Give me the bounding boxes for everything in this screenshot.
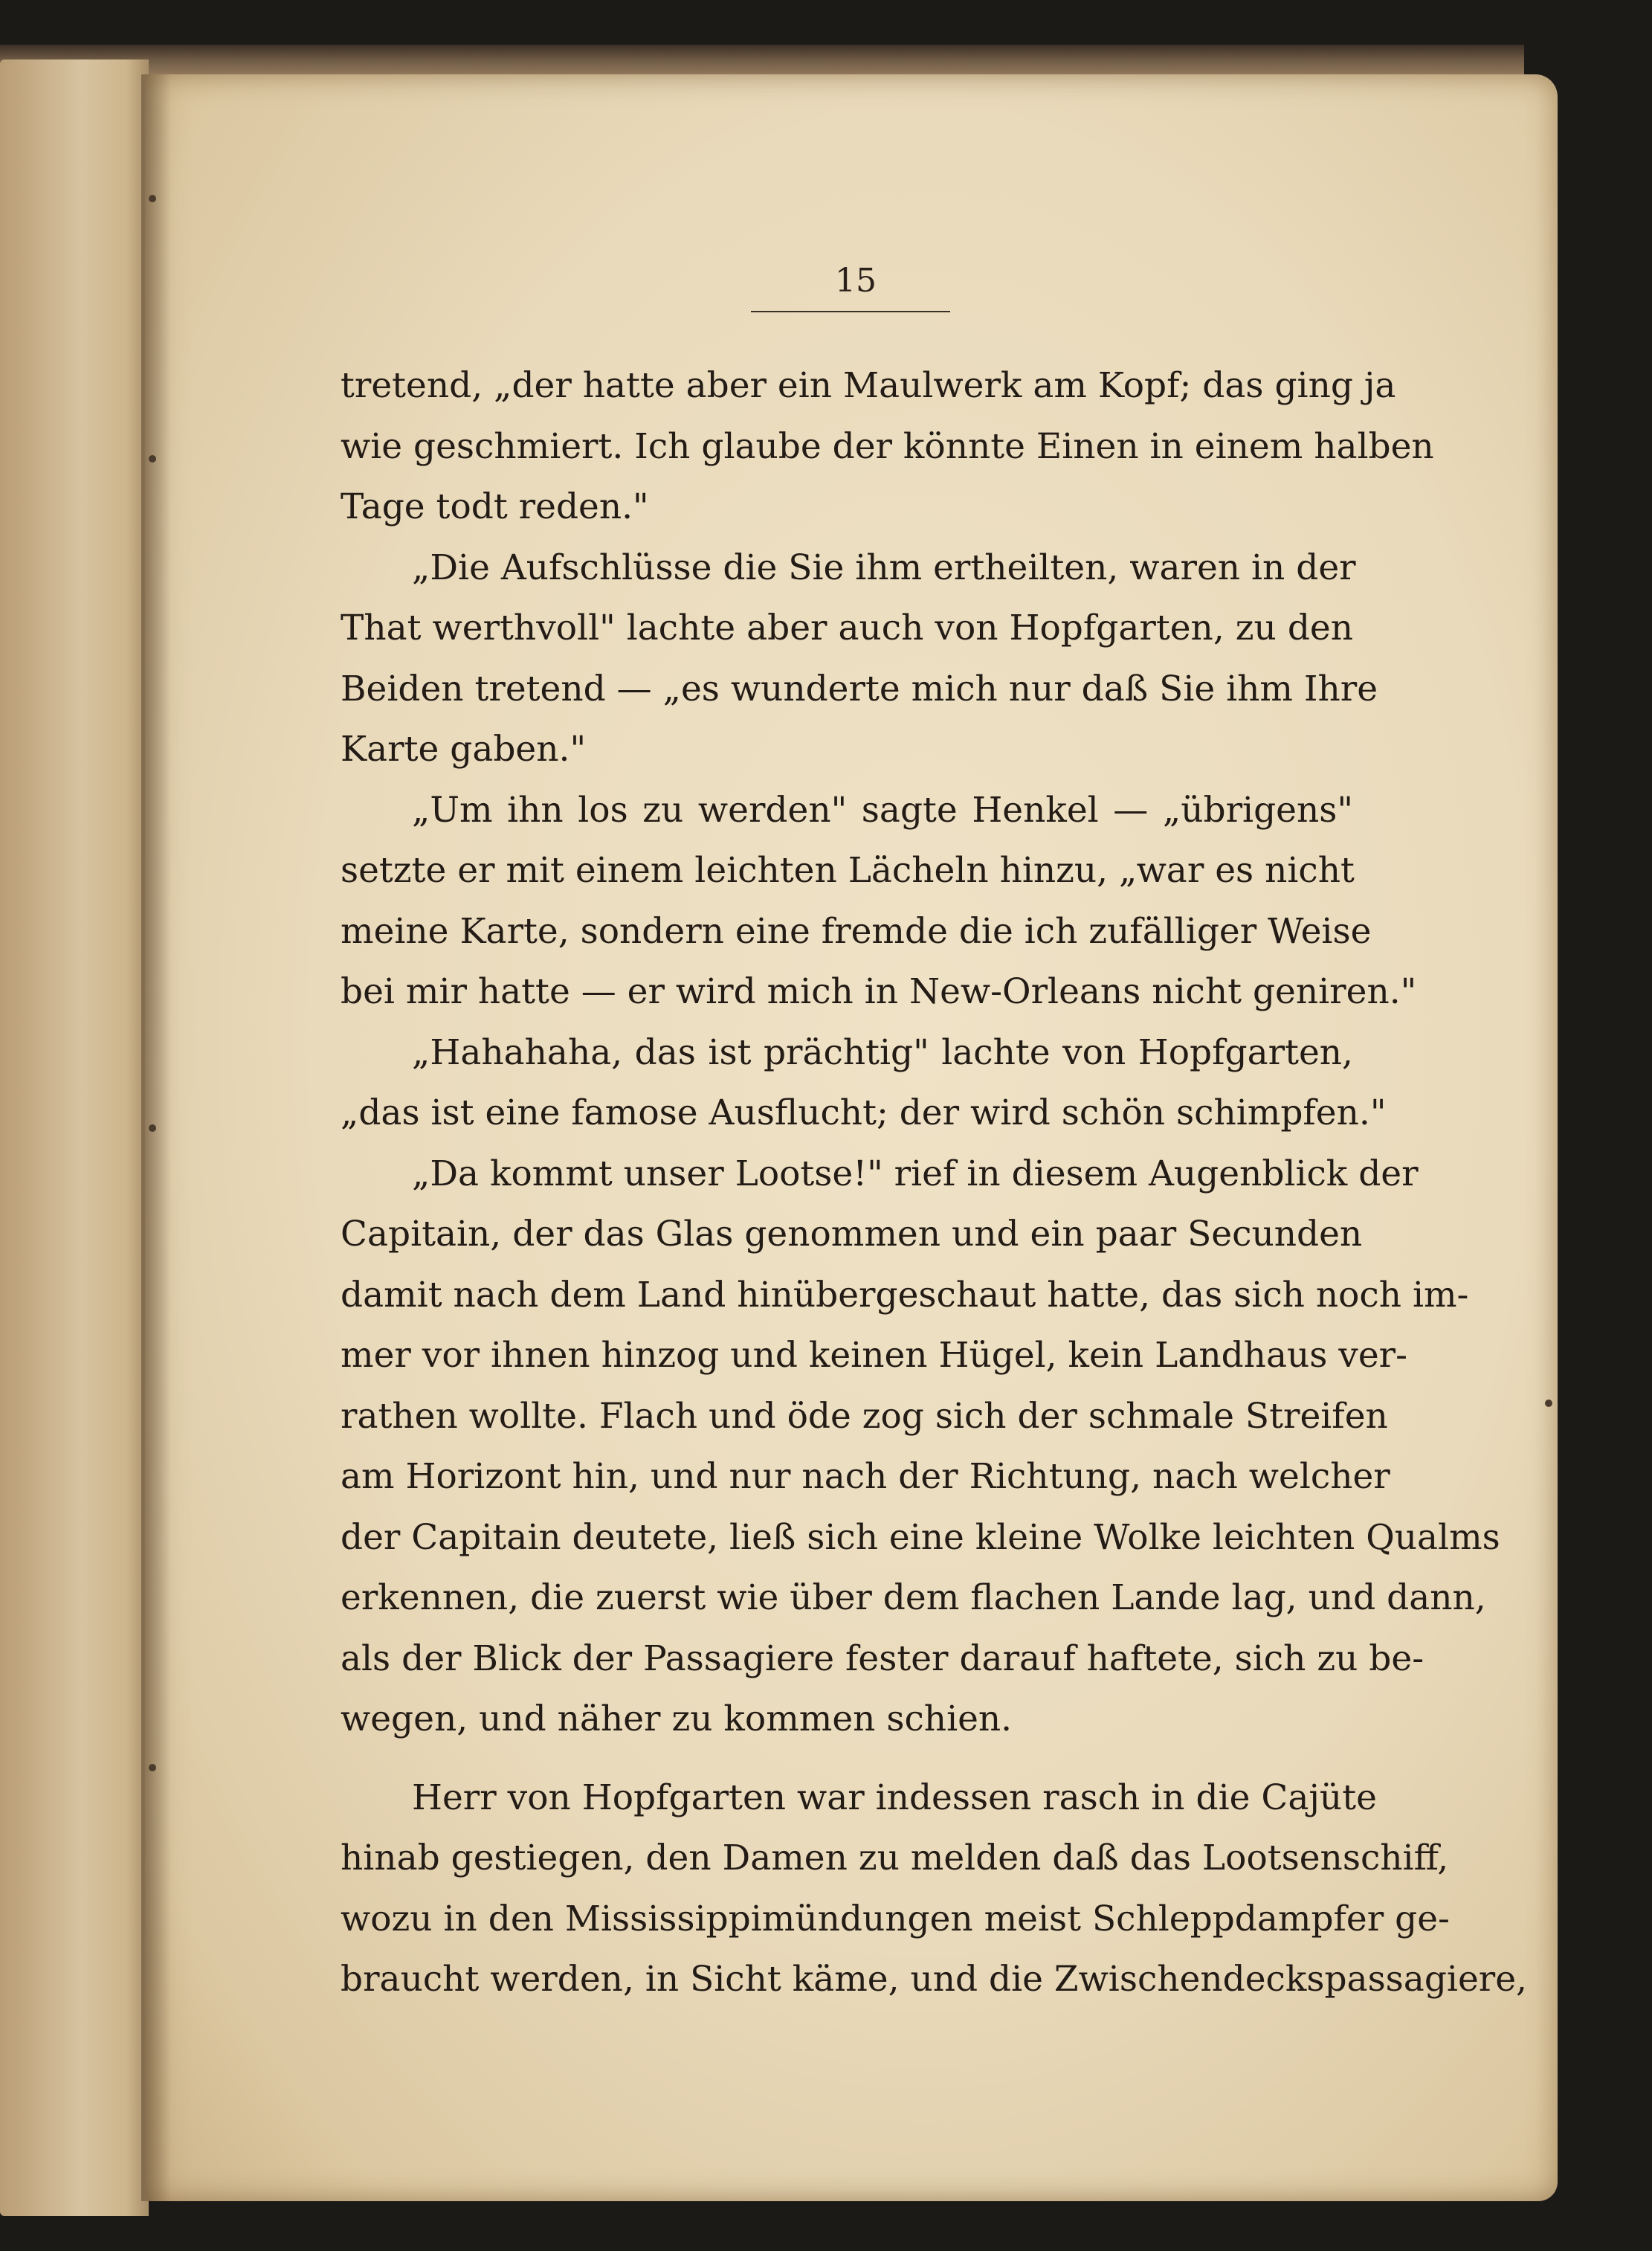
paragraph-gap xyxy=(341,1750,1353,1768)
text-line: als der Blick der Passagiere fester darauf haftete, sich zu be- xyxy=(341,1637,1424,1679)
page-number-rule xyxy=(751,311,950,312)
margin-mark xyxy=(149,1764,156,1771)
text-line: erkennen, die zuerst wie über dem flachen Lande lag, und dann, xyxy=(341,1577,1486,1618)
text-line: Capitain, der das Glas genommen und ein paar Secunden xyxy=(341,1214,1363,1255)
text-line: braucht werden, in Sicht käme, und die Zwischendeckspassagiere, xyxy=(341,1959,1527,2000)
body-text xyxy=(341,355,1527,2010)
margin-mark xyxy=(149,455,156,463)
text-line: am Horizont hin, und nur nach der Richtung, nach welcher xyxy=(341,1456,1390,1497)
margin-mark xyxy=(149,1124,156,1132)
margin-mark xyxy=(1545,1400,1552,1407)
text-line: Tage todt reden." xyxy=(341,486,649,527)
text-line: „Die Aufschlüsse die Sie ihm ertheilten, waren in der xyxy=(412,547,1356,588)
text-line: wie geschmiert. Ich glaube der könnte Einen in einem halben xyxy=(341,425,1434,467)
page-number: 15 xyxy=(835,262,877,300)
text-line: rathen wollte. Flach und öde zog sich der schmale Streifen xyxy=(341,1395,1388,1437)
text-line: wegen, und näher zu kommen schien. xyxy=(341,1698,1013,1739)
text-line: tretend, „der hatte aber ein Maulwerk am Kopf; das ging ja xyxy=(341,365,1396,406)
text-line: Karte gaben." xyxy=(341,729,587,770)
text-line: „Hahahaha, das ist prächtig" lachte von Hopfgarten, xyxy=(412,1031,1353,1073)
text-line: bei mir hatte — er wird mich in New-Orleans nicht geniren." xyxy=(341,971,1417,1012)
text-line: damit nach dem Land hinübergeschaut hatte, das sich noch im- xyxy=(341,1274,1469,1316)
left-page-edge xyxy=(0,59,149,2216)
text-line: meine Karte, sondern eine fremde die ich zufälliger Weise xyxy=(341,910,1372,952)
text-line: setzte er mit einem leichten Lächeln hinzu, „war es nicht xyxy=(341,850,1355,891)
text-line: Herr von Hopfgarten war indessen rasch in die Cajüte xyxy=(412,1777,1377,1818)
text-line: der Capitain deutete, ließ sich eine kleine Wolke leichten Qualms xyxy=(341,1516,1500,1558)
margin-mark xyxy=(149,195,156,202)
gutter-shadow xyxy=(141,74,171,2201)
text-line: Beiden tretend — „es wunderte mich nur daß Sie ihm Ihre xyxy=(341,668,1378,709)
text-line: hinab gestiegen, den Damen zu melden daß das Lootsenschiff, xyxy=(341,1838,1449,1878)
text-line: „das ist eine famose Ausflucht; der wird schön schimpfen." xyxy=(341,1092,1387,1133)
text-line: mer vor ihnen hinzog und keinen Hügel, kein Landhaus ver- xyxy=(341,1335,1408,1376)
text-line: wozu in den Mississippimündungen meist Schleppdampfer ge- xyxy=(341,1898,1450,1939)
text-line: That werthvoll" lachte aber auch von Hopfgarten, zu den xyxy=(341,608,1353,648)
text-line: „Um ihn los zu werden" sagte Henkel — „übrigens" xyxy=(412,789,1353,831)
text-line: „Da kommt unser Lootse!" rief in diesem Augenblick der xyxy=(412,1153,1419,1194)
